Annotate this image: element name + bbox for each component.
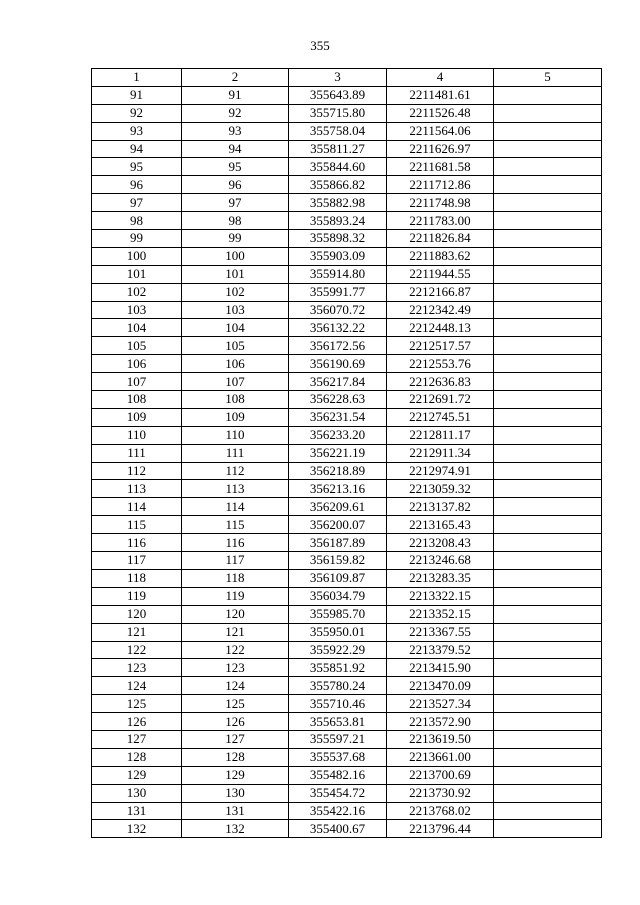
table-cell-col-2: 114 <box>182 498 289 516</box>
table-cell-col-3: 355715.80 <box>289 104 387 122</box>
table-row <box>92 122 602 140</box>
table-cell-col-3: 356187.89 <box>289 534 387 552</box>
table-cell-col-1: 109 <box>92 408 182 426</box>
table-cell-col-2: 96 <box>182 176 289 194</box>
table-cell-col-4: 2212911.34 <box>387 444 494 462</box>
column-header-3: 3 <box>289 69 387 87</box>
table-cell-col-1: 131 <box>92 802 182 820</box>
table-cell-col-1: 102 <box>92 283 182 301</box>
table-cell-col-4: 2212811.17 <box>387 426 494 444</box>
table-cell-col-3: 356070.72 <box>289 301 387 319</box>
table-cell-col-5 <box>494 337 602 355</box>
table-cell-col-1: 96 <box>92 176 182 194</box>
table-cell-col-3: 356233.20 <box>289 426 387 444</box>
table-cell-col-5 <box>494 462 602 480</box>
table-cell-col-1: 127 <box>92 730 182 748</box>
table-row <box>92 730 602 748</box>
table-cell-col-2: 95 <box>182 158 289 176</box>
table-cell-col-2: 122 <box>182 641 289 659</box>
table-cell-col-2: 113 <box>182 480 289 498</box>
table-row <box>92 176 602 194</box>
table-cell-col-5 <box>494 391 602 409</box>
table-cell-col-5 <box>494 265 602 283</box>
table-row <box>92 247 602 265</box>
table-cell-col-2: 119 <box>182 587 289 605</box>
table-cell-col-4: 2212342.49 <box>387 301 494 319</box>
table-cell-col-5 <box>494 408 602 426</box>
table-cell-col-3: 356034.79 <box>289 587 387 605</box>
table-cell-col-2: 127 <box>182 730 289 748</box>
table-cell-col-3: 355643.89 <box>289 86 387 104</box>
table-row <box>92 623 602 641</box>
table-cell-col-3: 355893.24 <box>289 212 387 230</box>
table-row <box>92 355 602 373</box>
table-cell-col-1: 125 <box>92 695 182 713</box>
table-cell-col-1: 118 <box>92 569 182 587</box>
table-cell-col-3: 355985.70 <box>289 605 387 623</box>
table-cell-col-1: 124 <box>92 677 182 695</box>
table-cell-col-4: 2213415.90 <box>387 659 494 677</box>
table-cell-col-5 <box>494 534 602 552</box>
table-cell-col-5 <box>494 641 602 659</box>
table-cell-col-2: 94 <box>182 140 289 158</box>
table-cell-col-3: 355991.77 <box>289 283 387 301</box>
table-cell-col-5 <box>494 605 602 623</box>
table-cell-col-3: 355851.92 <box>289 659 387 677</box>
table-cell-col-4: 2213367.55 <box>387 623 494 641</box>
table-cell-col-2: 125 <box>182 695 289 713</box>
table-row <box>92 748 602 766</box>
table-cell-col-3: 356228.63 <box>289 391 387 409</box>
table-cell-col-3: 356218.89 <box>289 462 387 480</box>
table-cell-col-5 <box>494 820 602 838</box>
table-row <box>92 212 602 230</box>
table-cell-col-5 <box>494 426 602 444</box>
table-cell-col-2: 110 <box>182 426 289 444</box>
table-cell-col-3: 356172.56 <box>289 337 387 355</box>
table-header-row <box>92 69 602 87</box>
table-cell-col-2: 104 <box>182 319 289 337</box>
table-cell-col-2: 111 <box>182 444 289 462</box>
table-cell-col-3: 355758.04 <box>289 122 387 140</box>
table-cell-col-2: 99 <box>182 230 289 248</box>
table-cell-col-1: 110 <box>92 426 182 444</box>
table-cell-col-3: 355903.09 <box>289 247 387 265</box>
table-cell-col-2: 105 <box>182 337 289 355</box>
table-cell-col-4: 2213352.15 <box>387 605 494 623</box>
table-cell-col-2: 107 <box>182 373 289 391</box>
table-cell-col-5 <box>494 140 602 158</box>
table-cell-col-1: 95 <box>92 158 182 176</box>
table-cell-col-2: 131 <box>182 802 289 820</box>
table-cell-col-3: 355882.98 <box>289 194 387 212</box>
table-cell-col-3: 355914.80 <box>289 265 387 283</box>
table-row <box>92 605 602 623</box>
table-cell-col-2: 91 <box>182 86 289 104</box>
table-cell-col-4: 2213137.82 <box>387 498 494 516</box>
table-row <box>92 534 602 552</box>
table-cell-col-5 <box>494 176 602 194</box>
table-cell-col-1: 116 <box>92 534 182 552</box>
table-cell-col-1: 115 <box>92 516 182 534</box>
table-cell-col-4: 2213700.69 <box>387 766 494 784</box>
table-cell-col-4: 2212553.76 <box>387 355 494 373</box>
table-cell-col-3: 356132.22 <box>289 319 387 337</box>
table-cell-col-5 <box>494 766 602 784</box>
table-cell-col-5 <box>494 247 602 265</box>
table-cell-col-3: 356221.19 <box>289 444 387 462</box>
table-cell-col-3: 355422.16 <box>289 802 387 820</box>
table-cell-col-3: 355400.67 <box>289 820 387 838</box>
table-cell-col-4: 2211783.00 <box>387 212 494 230</box>
table-cell-col-1: 120 <box>92 605 182 623</box>
table-row <box>92 140 602 158</box>
table-cell-col-4: 2212691.72 <box>387 391 494 409</box>
table-row <box>92 230 602 248</box>
coordinates-table <box>91 68 602 838</box>
table-row <box>92 426 602 444</box>
table-cell-col-5 <box>494 748 602 766</box>
table-body <box>92 86 602 837</box>
table-cell-col-4: 2211681.58 <box>387 158 494 176</box>
table-cell-col-1: 99 <box>92 230 182 248</box>
table-cell-col-2: 101 <box>182 265 289 283</box>
table-cell-col-5 <box>494 516 602 534</box>
table-cell-col-1: 98 <box>92 212 182 230</box>
table-row <box>92 373 602 391</box>
table-cell-col-4: 2213246.68 <box>387 552 494 570</box>
table-row <box>92 784 602 802</box>
table-row <box>92 677 602 695</box>
table-cell-col-5 <box>494 784 602 802</box>
table-row <box>92 552 602 570</box>
table-cell-col-1: 130 <box>92 784 182 802</box>
table-cell-col-4: 2212636.83 <box>387 373 494 391</box>
table-cell-col-5 <box>494 730 602 748</box>
table-cell-col-5 <box>494 373 602 391</box>
table-cell-col-4: 2211748.98 <box>387 194 494 212</box>
page-number: 355 <box>310 38 330 53</box>
table-cell-col-1: 107 <box>92 373 182 391</box>
table-row <box>92 444 602 462</box>
table-cell-col-4: 2213796.44 <box>387 820 494 838</box>
table-cell-col-3: 355950.01 <box>289 623 387 641</box>
table-cell-col-4: 2213165.43 <box>387 516 494 534</box>
table-cell-col-2: 112 <box>182 462 289 480</box>
table-cell-col-5 <box>494 122 602 140</box>
table-row <box>92 641 602 659</box>
table-cell-col-5 <box>494 802 602 820</box>
column-header-2: 2 <box>182 69 289 87</box>
table-cell-col-4: 2213730.92 <box>387 784 494 802</box>
table-cell-col-4: 2213661.00 <box>387 748 494 766</box>
table-cell-col-5 <box>494 713 602 731</box>
table-cell-col-2: 109 <box>182 408 289 426</box>
table-cell-col-5 <box>494 623 602 641</box>
table-cell-col-4: 2213322.15 <box>387 587 494 605</box>
table-cell-col-5 <box>494 301 602 319</box>
table-cell-col-4: 2213208.43 <box>387 534 494 552</box>
table-cell-col-3: 356213.16 <box>289 480 387 498</box>
table-row <box>92 391 602 409</box>
column-header-1: 1 <box>92 69 182 87</box>
table-cell-col-3: 355454.72 <box>289 784 387 802</box>
table-row <box>92 104 602 122</box>
table-cell-col-4: 2211564.06 <box>387 122 494 140</box>
table-cell-col-3: 355653.81 <box>289 713 387 731</box>
table-cell-col-1: 106 <box>92 355 182 373</box>
table-cell-col-5 <box>494 283 602 301</box>
table-cell-col-4: 2213619.50 <box>387 730 494 748</box>
table-cell-col-2: 128 <box>182 748 289 766</box>
table-cell-col-5 <box>494 659 602 677</box>
table-cell-col-4: 2213059.32 <box>387 480 494 498</box>
table-cell-col-3: 355866.82 <box>289 176 387 194</box>
table-row <box>92 713 602 731</box>
table-cell-col-5 <box>494 319 602 337</box>
table-cell-col-1: 100 <box>92 247 182 265</box>
table-cell-col-1: 104 <box>92 319 182 337</box>
table-cell-col-2: 106 <box>182 355 289 373</box>
table-cell-col-5 <box>494 230 602 248</box>
table-cell-col-4: 2211526.48 <box>387 104 494 122</box>
table-cell-col-5 <box>494 158 602 176</box>
table-cell-col-1: 117 <box>92 552 182 570</box>
table-cell-col-3: 355844.60 <box>289 158 387 176</box>
table-cell-col-1: 122 <box>92 641 182 659</box>
table-cell-col-4: 2213470.09 <box>387 677 494 695</box>
table-cell-col-4: 2211826.84 <box>387 230 494 248</box>
table-cell-col-2: 100 <box>182 247 289 265</box>
table-cell-col-1: 123 <box>92 659 182 677</box>
table-cell-col-1: 93 <box>92 122 182 140</box>
table-cell-col-3: 355898.32 <box>289 230 387 248</box>
table-cell-col-3: 355780.24 <box>289 677 387 695</box>
table-cell-col-2: 98 <box>182 212 289 230</box>
table-cell-col-2: 108 <box>182 391 289 409</box>
table-cell-col-1: 119 <box>92 587 182 605</box>
table-row <box>92 283 602 301</box>
table-row <box>92 498 602 516</box>
table-cell-col-4: 2211481.61 <box>387 86 494 104</box>
table-cell-col-2: 115 <box>182 516 289 534</box>
table-cell-col-3: 356200.07 <box>289 516 387 534</box>
table-row <box>92 337 602 355</box>
table-cell-col-5 <box>494 695 602 713</box>
table-row <box>92 480 602 498</box>
table-cell-col-1: 108 <box>92 391 182 409</box>
table-cell-col-2: 129 <box>182 766 289 784</box>
table-cell-col-3: 355811.27 <box>289 140 387 158</box>
column-header-5: 5 <box>494 69 602 87</box>
table-cell-col-1: 97 <box>92 194 182 212</box>
table-cell-col-1: 128 <box>92 748 182 766</box>
table-row <box>92 820 602 838</box>
table-cell-col-1: 91 <box>92 86 182 104</box>
table-row <box>92 569 602 587</box>
table-cell-col-5 <box>494 194 602 212</box>
table-cell-col-1: 113 <box>92 480 182 498</box>
table-row <box>92 516 602 534</box>
table-cell-col-3: 355537.68 <box>289 748 387 766</box>
table-cell-col-4: 2211712.86 <box>387 176 494 194</box>
table-row <box>92 462 602 480</box>
table-cell-col-3: 356217.84 <box>289 373 387 391</box>
table-row <box>92 86 602 104</box>
table-cell-col-4: 2211626.97 <box>387 140 494 158</box>
table-cell-col-4: 2211883.62 <box>387 247 494 265</box>
table-row <box>92 194 602 212</box>
table-cell-col-2: 130 <box>182 784 289 802</box>
table-row <box>92 158 602 176</box>
column-header-4: 4 <box>387 69 494 87</box>
table-cell-col-5 <box>494 677 602 695</box>
table-cell-col-3: 356109.87 <box>289 569 387 587</box>
table-cell-col-1: 132 <box>92 820 182 838</box>
table-cell-col-5 <box>494 587 602 605</box>
table-cell-col-2: 103 <box>182 301 289 319</box>
table-cell-col-1: 112 <box>92 462 182 480</box>
table-row <box>92 265 602 283</box>
table-cell-col-2: 93 <box>182 122 289 140</box>
table-cell-col-2: 102 <box>182 283 289 301</box>
table-row <box>92 659 602 677</box>
table-cell-col-4: 2213527.34 <box>387 695 494 713</box>
table-cell-col-3: 355710.46 <box>289 695 387 713</box>
table-cell-col-2: 132 <box>182 820 289 838</box>
table-cell-col-5 <box>494 212 602 230</box>
table-cell-col-3: 355597.21 <box>289 730 387 748</box>
table-cell-col-1: 111 <box>92 444 182 462</box>
table-cell-col-4: 2212974.91 <box>387 462 494 480</box>
table-cell-col-2: 117 <box>182 552 289 570</box>
table-cell-col-3: 356209.61 <box>289 498 387 516</box>
table-row <box>92 587 602 605</box>
table-cell-col-1: 126 <box>92 713 182 731</box>
table-cell-col-2: 116 <box>182 534 289 552</box>
table-cell-col-4: 2213283.35 <box>387 569 494 587</box>
table-cell-col-5 <box>494 444 602 462</box>
table-cell-col-1: 94 <box>92 140 182 158</box>
table-row <box>92 319 602 337</box>
table-cell-col-4: 2213768.02 <box>387 802 494 820</box>
table-cell-col-2: 126 <box>182 713 289 731</box>
table-row <box>92 802 602 820</box>
table-cell-col-1: 121 <box>92 623 182 641</box>
table-cell-col-3: 356159.82 <box>289 552 387 570</box>
table-cell-col-1: 129 <box>92 766 182 784</box>
table-cell-col-5 <box>494 480 602 498</box>
table-cell-col-2: 123 <box>182 659 289 677</box>
table-cell-col-1: 101 <box>92 265 182 283</box>
table-cell-col-3: 355482.16 <box>289 766 387 784</box>
table-cell-col-5 <box>494 104 602 122</box>
table-cell-col-4: 2212448.13 <box>387 319 494 337</box>
table-cell-col-1: 92 <box>92 104 182 122</box>
table-cell-col-2: 124 <box>182 677 289 695</box>
table-row <box>92 695 602 713</box>
table-cell-col-3: 355922.29 <box>289 641 387 659</box>
table-cell-col-2: 121 <box>182 623 289 641</box>
table-cell-col-4: 2213572.90 <box>387 713 494 731</box>
table-cell-col-2: 92 <box>182 104 289 122</box>
table-cell-col-5 <box>494 498 602 516</box>
table-row <box>92 408 602 426</box>
table-cell-col-1: 105 <box>92 337 182 355</box>
table-cell-col-4: 2212517.57 <box>387 337 494 355</box>
table-row <box>92 301 602 319</box>
table-cell-col-2: 97 <box>182 194 289 212</box>
table-row <box>92 766 602 784</box>
table-cell-col-5 <box>494 355 602 373</box>
table-cell-col-5 <box>494 86 602 104</box>
table-cell-col-1: 103 <box>92 301 182 319</box>
table-cell-col-3: 356190.69 <box>289 355 387 373</box>
table-cell-col-4: 2212745.51 <box>387 408 494 426</box>
table-cell-col-4: 2213379.52 <box>387 641 494 659</box>
table-cell-col-2: 120 <box>182 605 289 623</box>
table-cell-col-5 <box>494 569 602 587</box>
table-cell-col-4: 2212166.87 <box>387 283 494 301</box>
table-cell-col-3: 356231.54 <box>289 408 387 426</box>
table-cell-col-2: 118 <box>182 569 289 587</box>
table-cell-col-4: 2211944.55 <box>387 265 494 283</box>
table-cell-col-1: 114 <box>92 498 182 516</box>
table-cell-col-5 <box>494 552 602 570</box>
